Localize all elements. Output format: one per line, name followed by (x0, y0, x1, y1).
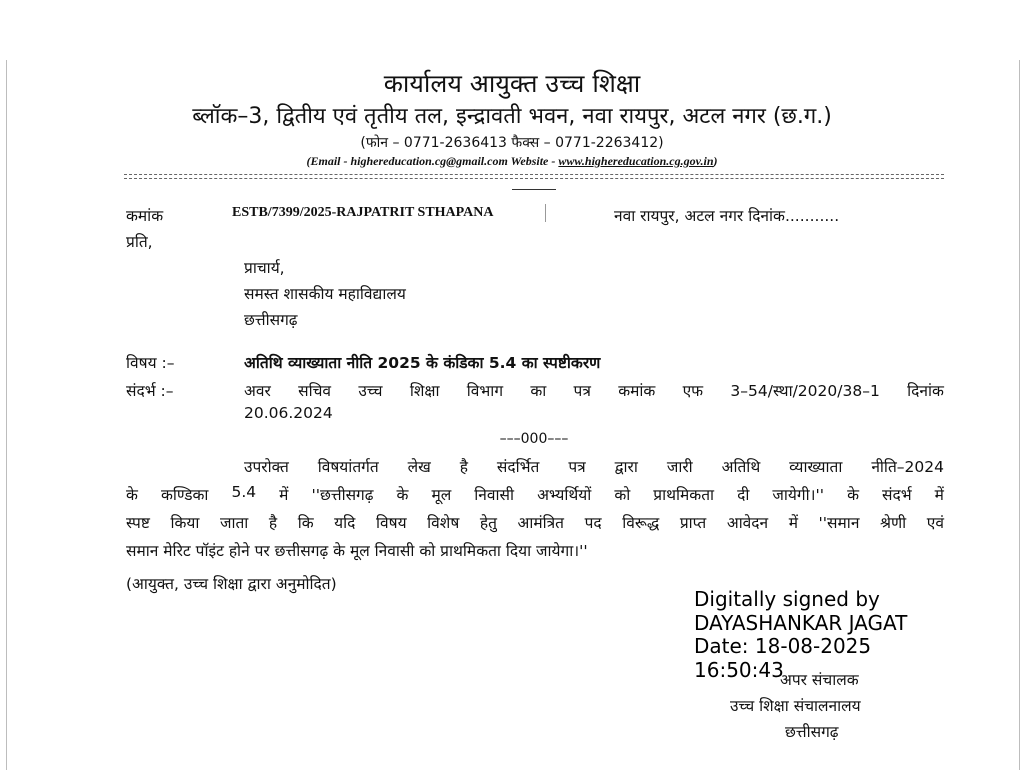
body-word: जाता (219, 514, 249, 532)
email-close: ) (713, 154, 718, 168)
body-line-3 (126, 511, 944, 533)
header-short-rule (512, 189, 556, 190)
body-word: जारी (666, 458, 693, 476)
recipient-line-2: समस्त शासकीय महाविद्यालय (244, 285, 406, 303)
office-address: ब्लॉक–3, द्वितीय एवं तृतीय तल, इन्द्रावती भवन, नवा रायपुर, अटल नगर (छ.ग.) (192, 104, 832, 129)
body-word: श्रेणी (879, 514, 907, 532)
reference-number: ESTB/7399/2025-RAJPATRIT STHAPANA (232, 205, 494, 220)
body-word: द्वारा (614, 458, 638, 476)
phone-fax: (फोन – 0771-2636413 फैक्स – 0771-2263412) (360, 135, 664, 151)
sandarbh-word: एफ (682, 382, 704, 400)
header-rule (124, 174, 944, 175)
subject-text: अतिथि व्याख्याता नीति 2025 के कंडिका 5.4 का स्पष्टीकरण (244, 354, 601, 372)
body-word: प्राप्त (679, 514, 707, 532)
body-word: अतिथि (721, 458, 761, 476)
body-word: में (934, 486, 944, 504)
body-word: विषय (375, 514, 407, 532)
email-text: (Email - highereducation.cg@gmail.com Website - (306, 154, 559, 168)
body-word: दी (737, 486, 750, 504)
body-word: कि (297, 514, 314, 532)
body-word: ''समान (818, 514, 860, 532)
body-word: व्याख्याता (789, 458, 843, 476)
body-word: संदर्भ (882, 486, 912, 504)
body-word: नीति–2024 (871, 458, 944, 476)
body-word: विरूद्ध (622, 514, 660, 532)
reference-separator (545, 204, 546, 222)
body-line-1 (244, 455, 944, 477)
body-word: कण्डिका (160, 486, 209, 504)
sandarbh-word: अवर (244, 382, 271, 400)
sandarbh-word: उच्च (358, 382, 383, 400)
body-word: लेख (407, 458, 431, 476)
sandarbh-word: दिनांक (907, 382, 944, 400)
viewer-top-bar (0, 0, 1024, 60)
body-word: एवं (926, 514, 944, 532)
body-word: है (268, 514, 278, 532)
body-word: यदि (334, 514, 356, 532)
body-word: स्पष्ट (126, 514, 150, 532)
sandarbh-word: सचिव (298, 382, 332, 400)
sandarbh-word: 3–54/स्था/2020/38–1 (730, 382, 880, 400)
body-word: किया (170, 514, 200, 532)
website-link[interactable]: www.highereducation.cg.gov.in (558, 154, 714, 168)
body-word: में (788, 514, 798, 532)
signature-line-2: DAYASHANKAR JAGAT (694, 610, 908, 635)
body-word: के (396, 486, 409, 504)
body-word: विशेष (427, 514, 460, 532)
body-word: मूल (431, 486, 452, 504)
signature-line-1: Digitally signed by (694, 587, 880, 611)
body-word: पत्र (568, 458, 586, 476)
sandarbh-label: संदर्भ :– (126, 382, 174, 400)
body-word: आमंत्रित (517, 514, 565, 532)
to-label: प्रति, (126, 233, 153, 251)
designation-line-3: छत्तीसगढ़ (785, 723, 839, 741)
sandarbh-word: शिक्षा (409, 382, 440, 400)
body-word: 5.4 (231, 483, 257, 501)
approval-note: (आयुक्त, उच्च शिक्षा द्वारा अनुमोदित) (126, 575, 337, 593)
office-title: कार्यालय आयुक्त उच्च शिक्षा (383, 69, 641, 98)
body-word: उपरोक्त (244, 458, 289, 476)
body-word: के (847, 486, 859, 504)
subject-label: विषय :– (126, 354, 175, 372)
designation-line-2: उच्च शिक्षा संचालनालय (730, 697, 861, 715)
reference-label: कमांक (126, 207, 164, 225)
sandarbh-word: पत्र (573, 382, 591, 400)
sandarbh-line-1 (244, 379, 944, 401)
sandarbh-word: कमांक (618, 382, 656, 400)
signature-line-4: 16:50:43 (694, 657, 784, 682)
designation-line-1: अपर संचालक (780, 671, 859, 689)
email-website-line (0, 154, 1024, 169)
sandarbh-word: का (530, 382, 547, 400)
recipient-line-3: छत्तीसगढ़ (244, 311, 298, 329)
body-word: में (279, 486, 289, 504)
recipient-line-1: प्राचार्य, (244, 259, 285, 277)
body-word: अभ्यर्थियों (537, 486, 592, 504)
body-word: के (126, 486, 138, 504)
body-word: संदर्भित (496, 458, 540, 476)
body-word: ''छत्तीसगढ़ (311, 486, 374, 504)
section-divider: –––000––– (499, 431, 569, 447)
sandarbh-line-2: 20.06.2024 (244, 404, 333, 422)
header-rule-2 (124, 178, 944, 179)
body-word: निवासी (474, 486, 515, 504)
body-word: हेतु (479, 514, 497, 532)
body-word: पद (584, 514, 602, 532)
body-word: प्राथमिकता (653, 486, 715, 504)
place-date: नवा रायपुर, अटल नगर दिनांक........... (614, 207, 840, 225)
body-word: जायेगी।'' (772, 486, 825, 504)
body-word: विषयांतर्गत (317, 458, 379, 476)
signature-line-3: Date: 18-08-2025 (694, 634, 872, 658)
body-line-2 (126, 483, 944, 505)
body-word: है (459, 458, 468, 476)
body-word: आवेदन (726, 514, 769, 532)
body-line-4: समान मेरिट पॉइंट होने पर छत्तीसगढ़ के मूल निवासी को प्राथमिकता दिया जायेगा।'' (126, 542, 588, 560)
body-word: को (614, 486, 631, 504)
sandarbh-word: विभाग (466, 382, 504, 400)
